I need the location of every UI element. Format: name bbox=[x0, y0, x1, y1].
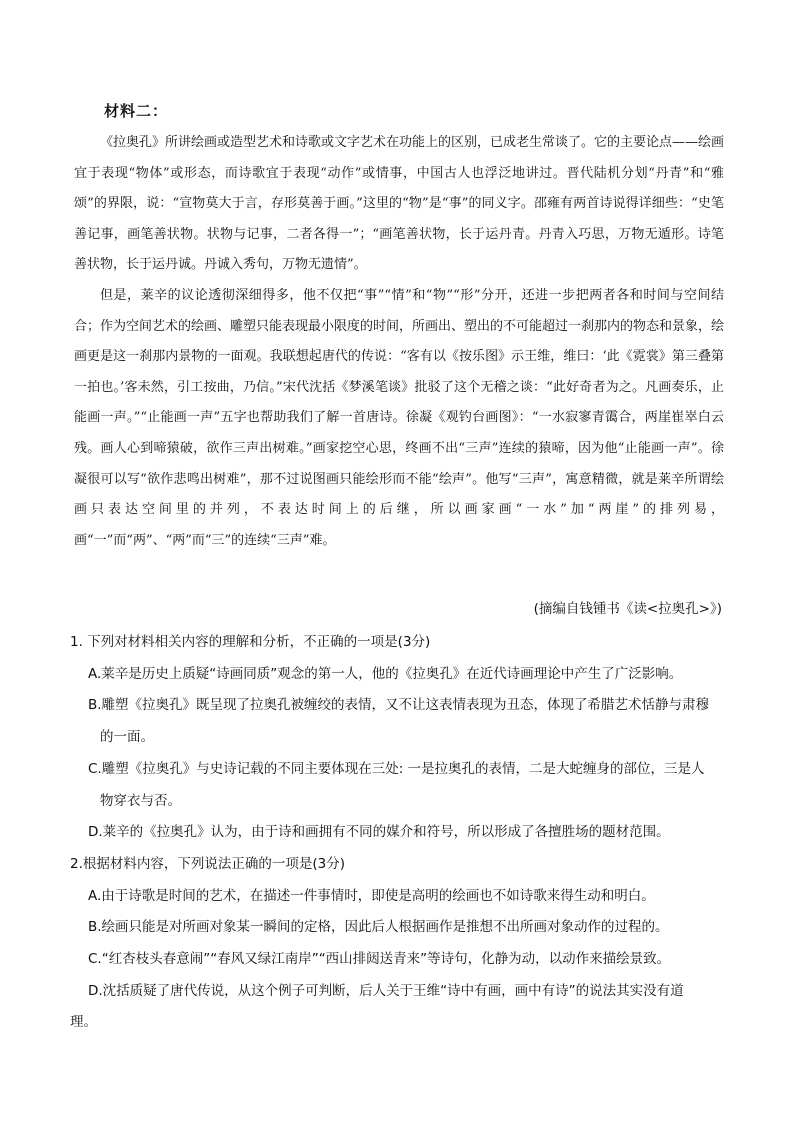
option-a bbox=[70, 659, 730, 691]
option-c bbox=[70, 754, 730, 817]
option-text: C.“红杏枝头春意闹”“春风又绿江南岸”“西山排闼送青来”等诗句，化静为动，以动作来描绘景致。 bbox=[88, 951, 671, 968]
section-heading: 材料二： bbox=[104, 102, 169, 120]
question-item bbox=[70, 849, 730, 1039]
passage-paragraph: 但是，莱辛的议论透彻深细得多，他不仅把“事”“情”和“物”“形”分开，还进一步把两者各和时间与空间结合；作为空间艺术的绘画、雕塑只能表现最小限度的时间，所画出、塑出的不可能超过一刹那内的物态和景象，绘画更是这一刹那内景物的一面观。我联想起唐代的传说：“客有以《按乐图》示王维，维曰：‘此《霓裳》第三叠第一拍也。’客未然，引工按曲，乃信。”宋代沈括《梦溪笔谈》批驳了这个无稽之谈：“此好奇者为之。凡画奏乐，止能画一声。”“止能画一声”五字也帮助我们了解一首唐诗。徐凝《观钓台画图》：“一水寂寥青霭合，两崖崔崒白云残。画人心到啼猿破，欲作三声出树难。”画家挖空心思，终画不出“三声”连续的猿啼，因为他“止能画一声”。徐凝很可以写“欲作悲鸣出树难”，那不过说图画只能绘形而不能“绘声”。他写“三声”，寓意精微，就是莱辛所谓绘画只表达空间里的并列，不表达时间上的后继，所以画家画“一水”加“两崖”的排列易，画“一”而“两”、“两”而“三”的连续“三声”难。 bbox=[74, 287, 725, 548]
reading-passage bbox=[74, 128, 724, 556]
option-b bbox=[70, 912, 730, 944]
option-text-continued: 物穿衣与否。 bbox=[100, 792, 181, 809]
question-list bbox=[70, 627, 730, 1039]
option-text: B.雕塑《拉奥孔》既呈现了拉奥孔被缠绞的表情，又不让这表情表现为丑态，体现了希腊艺术恬静与肃穆 bbox=[88, 697, 710, 714]
question-stem: 2.根据材料内容，下列说法正确的一项是(3分) bbox=[70, 855, 346, 872]
option-a bbox=[70, 881, 730, 913]
option-text: D.莱辛的《拉奥孔》认为，由于诗和画拥有不同的媒介和符号，所以形成了各擅胜场的题材范围。 bbox=[88, 824, 670, 841]
option-b bbox=[70, 690, 730, 753]
question-stem: 1. 下列对材料相关内容的理解和分析，不正确的一项是(3分) bbox=[70, 634, 431, 650]
option-d bbox=[70, 817, 730, 849]
option-text: A.莱辛是历史上质疑“诗画同质”观念的第一人，他的《拉奥孔》在近代诗画理论中产生了广泛影响。 bbox=[88, 665, 683, 682]
option-text-continued: 的一面。 bbox=[100, 729, 154, 746]
option-text: A.由于诗歌是时间的艺术，在描述一件事情时，即使是高明的绘画也不如诗歌来得生动和明白。 bbox=[88, 887, 655, 904]
option-text-continued: 理。 bbox=[70, 1014, 97, 1031]
option-text: B.绘画只能是对所画对象某一瞬间的定格，因此后人根据画作是推想不出所画对象动作的过程的。 bbox=[88, 919, 669, 936]
option-text: C.雕塑《拉奥孔》与史诗记载的不同主要体现在三处: 一是拉奥孔的表情，二是大蛇缠身的部位，三是人 bbox=[88, 760, 705, 777]
option-d bbox=[70, 976, 730, 1039]
question-item bbox=[70, 627, 730, 849]
passage-paragraph: 《拉奥孔》所讲绘画或造型艺术和诗歌或文字艺术在功能上的区别，已成老生常谈了。它的主要论点——绘画宜于表现“物体”或形态，而诗歌宜于表现“动作”或情事，中国古人也浮泛地讲过。晋代陆机分划“丹青”和“雅颂”的界限，说：“宣物莫大于言，存形莫善于画。”这里的“物”是“事”的同义字。邵雍有两首诗说得详细些：“史笔善记事，画笔善状物。状物与记事，二者各得一”；“画笔善状物，长于运丹青。丹青入巧思，万物无遁形。诗笔善状物，长于运丹诚。丹诚入秀句，万物无遗情”。 bbox=[74, 135, 725, 273]
source-citation: (摘编自钱锺书《读<拉奥孔>》) bbox=[533, 601, 722, 617]
option-c bbox=[70, 944, 730, 976]
option-text: D.沈括质疑了唐代传说，从这个例子可判断，后人关于王维“诗中有画，画中有诗”的说法其实没有道 bbox=[88, 982, 684, 999]
